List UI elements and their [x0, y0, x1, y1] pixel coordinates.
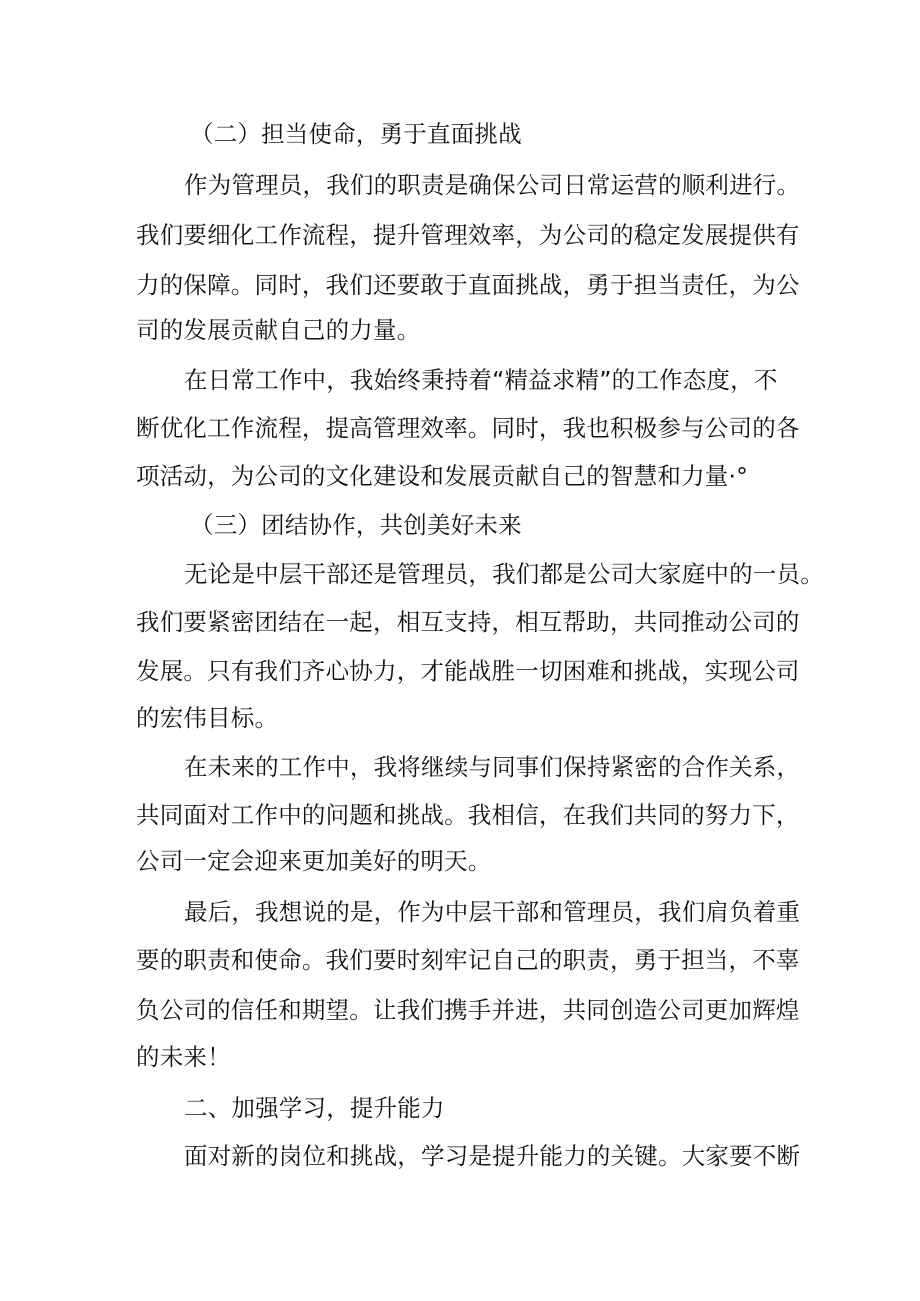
paragraph-line: 共同面对工作中的问题和挑战。我相信，在我们共同的努力下，: [136, 801, 800, 829]
paragraph-line: 断优化工作流程，提高管理效率。同时，我也积极参与公司的各: [136, 414, 800, 442]
paragraph-line: 力的保障。同时，我们还要敢于直面挑战，勇于担当责任，为公: [136, 271, 800, 299]
paragraph-line: 面对新的岗位和挑战，学习是提升能力的关键。大家要不断: [184, 1142, 801, 1170]
section-heading-2: （二）担当使命，勇于直面挑战: [190, 120, 522, 148]
paragraph-line: 的未来！: [136, 1043, 231, 1071]
paragraph-line: 我们要细化工作流程，提升管理效率，为公司的稳定发展提供有: [136, 221, 800, 249]
paragraph-line: 要的职责和使命。我们要时刻牢记自己的职责，勇于担当，不辜: [136, 946, 800, 974]
paragraph-line: 公司一定会迎来更加美好的明天。: [136, 847, 492, 875]
paragraph-line: 我们要紧密团结在一起，相互支持，相互帮助，共同推动公司的: [136, 608, 800, 636]
paragraph-line: 在未来的工作中，我将继续与同事们保持紧密的合作关系，: [184, 753, 801, 781]
section-heading-3: （三）团结协作，共创美好未来: [190, 511, 522, 539]
section-heading-2-main: 二、加强学习，提升能力: [184, 1094, 445, 1122]
paragraph-line: 的宏伟目标。: [136, 704, 279, 732]
paragraph-line: 司的发展贡献自己的力量。: [136, 316, 421, 344]
paragraph-line: 最后，我想说的是，作为中层干部和管理员，我们肩负着重: [184, 898, 801, 926]
paragraph-line: 作为管理员，我们的职责是确保公司日常运营的顺利进行。: [184, 171, 801, 199]
paragraph-line: 无论是中层干部还是管理员，我们都是公司大家庭中的一员。: [184, 560, 824, 588]
paragraph-line: 发展。只有我们齐心协力，才能战胜一切困难和挑战，实现公司: [136, 657, 800, 685]
paragraph-line: 在日常工作中，我始终秉持着“精益求精”的工作态度，不: [184, 366, 778, 394]
paragraph-line: 负公司的信任和期望。让我们携手并进，共同创造公司更加辉煌: [136, 996, 800, 1024]
paragraph-line: 项活动，为公司的文化建设和发展贡献自己的智慧和力量·°: [136, 462, 749, 490]
